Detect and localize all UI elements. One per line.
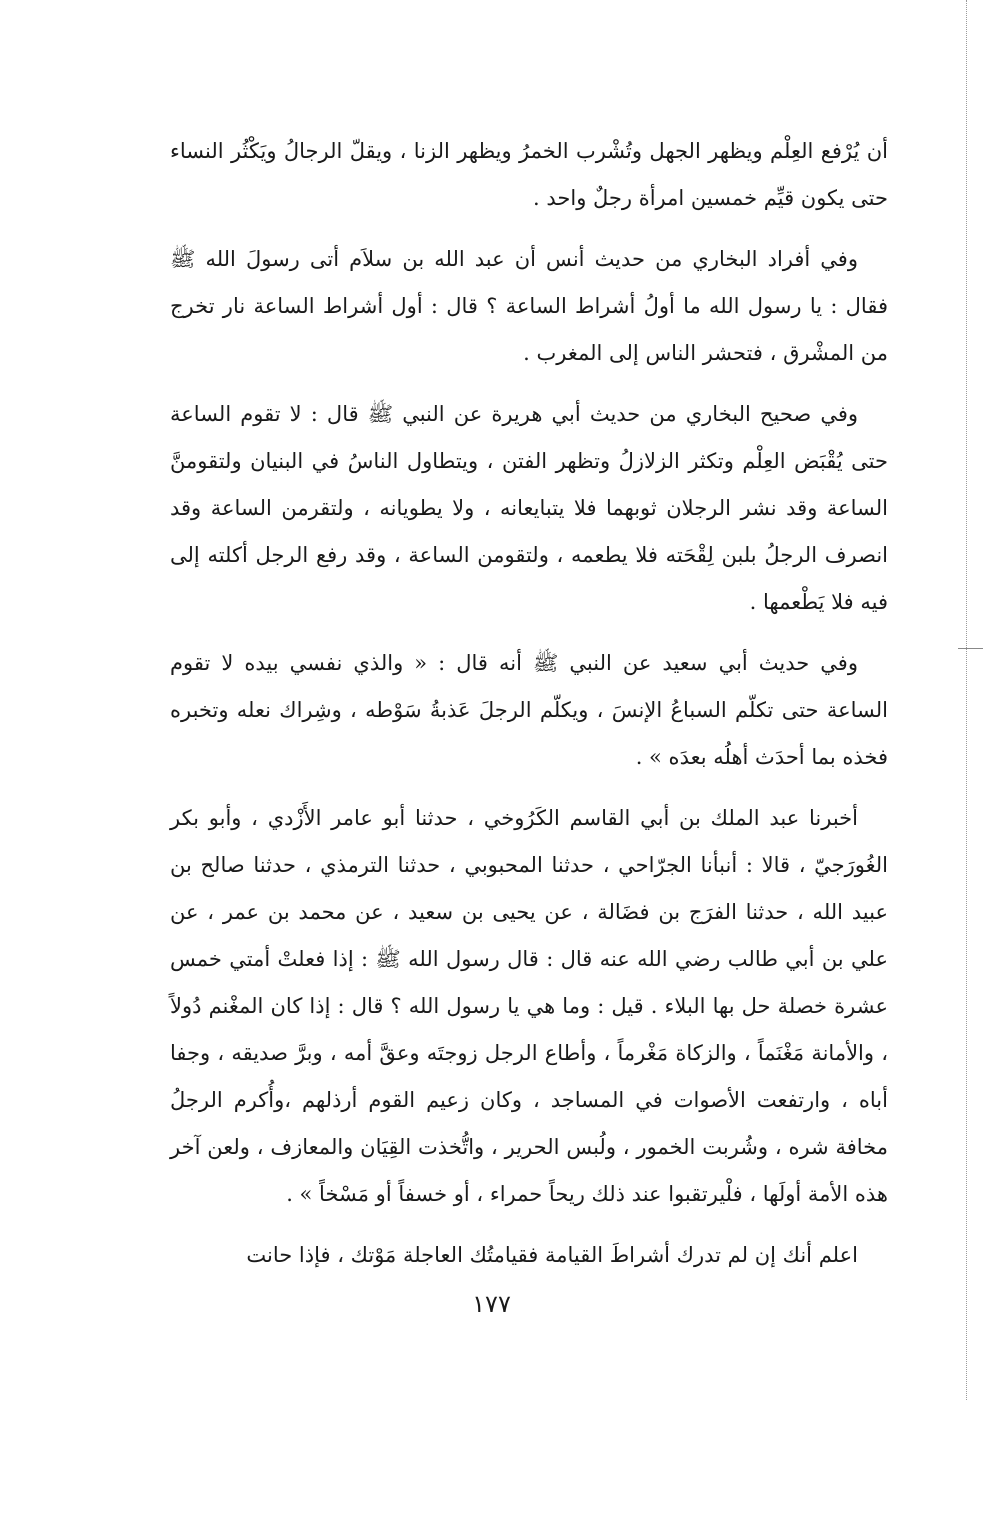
scan-margin-rule: [966, 0, 967, 1400]
page-number: ١٧٧: [472, 1290, 511, 1318]
paragraph-5: أخبرنا عبد الملك بن أبي القاسم الكَرُوخي ، حدثنا أبو عامر الأَزْدي ، وأبو بكر الغُورَجيّ ، قالا : أنبأنا الجرّاحي ، حدثنا المحبوبي ، حدثنا الترمذي ، حدثنا صالح بن عبيد الله ، حدثنا الفرَج بن فضَالة ، عن يحيى بن سعيد ، عن محمد بن عمر ، عن علي بن أبي طالب رضي الله عنه قال : قال رسول الله ﷺ : إذا فعلتْ أمتي خمس عشرة خصلة حل بها البلاء . قيل : وما هي يا رسول الله ؟ قال : إذا كان المغْنم دُولاً ، والأمانة مَغْنَماً ، والزكاة مَغْرماً ، وأطاع الرجل زوجتَه وعقَّ أمه ، وبرَّ صديقه ، وجفا أباه ، وارتفعت الأصوات في المساجد ، وكان زعيم القوم أرذلهم ،وأُكرم الرجلُ مخافة شره ، وشُربت الخمور ، ولُبس الحرير ، واتُّخذت القِيَان والمعازف ، ولعن آخر هذه الأمة أولَها ، فلْيرتقبوا عند ذلك ريحاً حمراء ، أو خسفاً أو مَسْخاً » .: [170, 806, 888, 1206]
body-text: [170, 128, 888, 1293]
paragraph-4: وفي حديث أبي سعيد عن النبي ﷺ أنه قال : « والذي نفسي بيده لا تقوم الساعة حتى تكلّم السباعُ الإنسَ ، ويكلّم الرجلَ عَذبةُ سَوْطه ، وشِراك نعله وتخبره فخذه بما أحدَث أهلُه بعدَه » .: [170, 651, 888, 769]
paragraph-6: اعلم أنك إن لم تدرك أشراطَ القيامة فقيامتُك العاجلة مَوْتك ، فإذا حانت: [246, 1243, 858, 1267]
scan-margin-tick: [958, 648, 983, 649]
paragraph-3: وفي صحيح البخاري من حديث أبي هريرة عن النبي ﷺ قال : لا تقوم الساعة حتى يُقْبَض العِلْم وتكثر الزلازلُ وتظهر الفتن ، ويتطاول الناسُ في البنيان ولتقومنَّ الساعة وقد نشر الرجلان ثوبهما فلا يتبايعانه ، ولا يطويانه ، ولتقرمن الساعة وقد انصرف الرجلُ بلبن لِقْحَته فلا يطعمه ، ولتقومن الساعة ، وقد رفع الرجل أكلته إلى فيه فلا يَطْعمها .: [170, 402, 888, 614]
paragraph-2: وفي أفراد البخاري من حديث أنس أن عبد الله بن سلاَم أتى رسولَ الله ﷺ فقال : يا رسول الله ما أولُ أشراط الساعة ؟ قال : أول أشراط الساعة نار تخرج من المشْرق ، فتحشر الناس إلى المغرب .: [170, 247, 888, 365]
paragraph-1: أن يُرْفع العِلْم ويظهر الجهل وتُشْرب الخمرُ ويظهر الزنا ، ويقلّ الرجالُ ويَكْثُر النساء حتى يكون قيِّم خمسين امرأة رجلٌ واحد .: [170, 139, 888, 210]
